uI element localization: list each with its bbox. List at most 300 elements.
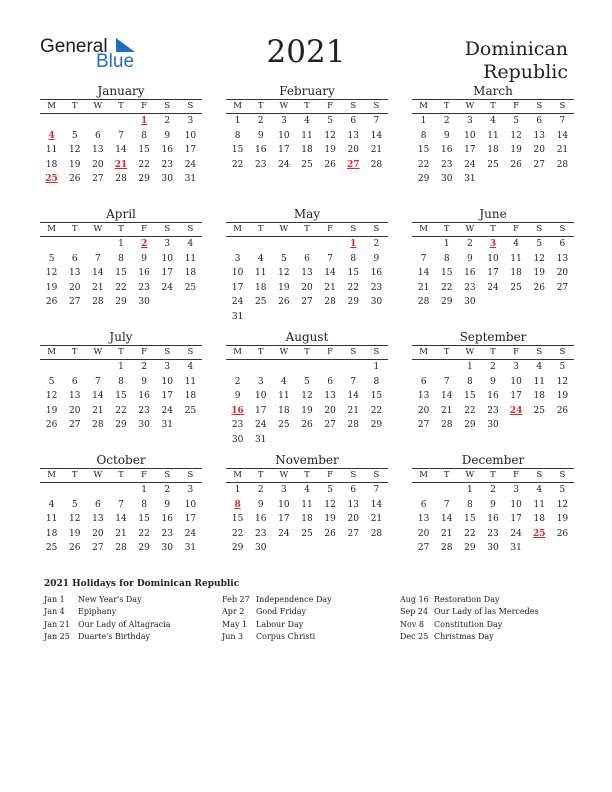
holiday-date: Jan 1 bbox=[44, 595, 65, 604]
day-cell: 12 bbox=[556, 499, 569, 510]
month-august bbox=[226, 330, 388, 448]
day-cell: 9 bbox=[141, 253, 147, 264]
day-cell: 14 bbox=[417, 268, 430, 279]
day-cell: 12 bbox=[301, 391, 313, 402]
day-cell: 31 bbox=[161, 420, 173, 431]
day-cell: 11 bbox=[533, 499, 545, 510]
day-cell: 3 bbox=[513, 362, 519, 372]
day-cell: 22 bbox=[115, 282, 127, 293]
day-cell: 14 bbox=[370, 130, 383, 141]
day-cell: 23 bbox=[487, 405, 499, 416]
day-cell: 5 bbox=[536, 239, 543, 249]
weekday-label: W bbox=[279, 224, 289, 234]
holiday-day-cell bbox=[505, 404, 528, 419]
day-grid bbox=[40, 483, 202, 556]
day-grid bbox=[412, 114, 574, 187]
weekday-header bbox=[226, 222, 388, 237]
holiday-name: Restoration Day bbox=[434, 595, 500, 604]
day-cell: 6 bbox=[71, 376, 78, 387]
holiday-date: Jan 4 bbox=[44, 607, 65, 617]
day-cell: 24 bbox=[184, 159, 197, 170]
day-cell: 31 bbox=[231, 311, 244, 322]
weekday-label: S bbox=[187, 470, 194, 480]
day-cell: 22 bbox=[440, 282, 453, 293]
day-cell: 15 bbox=[464, 391, 476, 402]
day-cell: 8 bbox=[420, 130, 427, 141]
day-cell: 8 bbox=[118, 253, 124, 264]
weekday-label: F bbox=[327, 101, 334, 111]
day-cell: 20 bbox=[68, 405, 81, 416]
day-cell: 25 bbox=[184, 282, 197, 293]
day-cell: 29 bbox=[231, 543, 244, 554]
weekday-label: S bbox=[559, 470, 566, 480]
day-cell: 27 bbox=[556, 282, 569, 293]
day-cell: 26 bbox=[68, 174, 81, 185]
day-cell: 1 bbox=[118, 239, 124, 249]
day-cell: 15 bbox=[347, 268, 359, 279]
weekday-label: W bbox=[465, 470, 475, 480]
day-cell: 23 bbox=[161, 528, 173, 539]
day-cell: 13 bbox=[417, 514, 430, 525]
day-cell: 7 bbox=[350, 376, 357, 387]
day-cell: 4 bbox=[513, 239, 519, 249]
weekday-label: T bbox=[443, 101, 450, 111]
weekday-label: S bbox=[559, 347, 566, 357]
holiday-column bbox=[44, 594, 171, 643]
day-cell: 18 bbox=[487, 145, 499, 156]
weekday-label: T bbox=[490, 224, 496, 234]
day-cell: 4 bbox=[48, 499, 55, 510]
holiday-item bbox=[222, 619, 332, 631]
month-name: November bbox=[275, 453, 339, 467]
weekday-header bbox=[40, 345, 202, 360]
day-cell: 21 bbox=[440, 405, 453, 416]
day-cell: 26 bbox=[556, 528, 569, 539]
day-cell: 19 bbox=[278, 282, 290, 293]
day-cell: 10 bbox=[510, 499, 522, 510]
holiday-day-cell bbox=[226, 404, 249, 419]
holiday-date: Dec 25 bbox=[400, 631, 429, 641]
day-cell: 5 bbox=[280, 253, 287, 264]
day-cell: 1 bbox=[234, 485, 241, 495]
holiday-date: Nov 8 bbox=[400, 619, 424, 629]
day-cell: 25 bbox=[254, 297, 267, 308]
day-cell: 14 bbox=[115, 145, 127, 156]
holiday-item bbox=[44, 631, 171, 643]
day-cell: 15 bbox=[464, 514, 476, 525]
weekday-label: F bbox=[513, 224, 520, 234]
holiday-day-cell bbox=[109, 158, 132, 173]
day-cell: 3 bbox=[164, 362, 171, 372]
day-cell: 9 bbox=[490, 499, 496, 510]
day-cell: 30 bbox=[487, 543, 499, 554]
day-cell: 1 bbox=[234, 116, 241, 126]
day-cell: 4 bbox=[536, 485, 543, 495]
day-cell: 24 bbox=[510, 528, 522, 539]
weekday-label: F bbox=[141, 347, 148, 357]
holiday-name: Labour Day bbox=[256, 619, 304, 629]
holiday-item bbox=[44, 594, 171, 606]
day-cell: 14 bbox=[370, 499, 383, 510]
day-cell: 21 bbox=[92, 282, 104, 293]
day-cell: 31 bbox=[254, 434, 267, 445]
day-cell: 4 bbox=[187, 239, 194, 249]
day-cell: 28 bbox=[440, 420, 453, 431]
day-cell: 26 bbox=[510, 159, 522, 170]
day-cell: 24 bbox=[161, 405, 173, 416]
day-cell: 28 bbox=[556, 159, 569, 170]
day-cell: 13 bbox=[68, 391, 81, 402]
day-cell: 14 bbox=[440, 391, 453, 402]
day-cell: 20 bbox=[324, 405, 336, 416]
day-cell: 2 bbox=[443, 116, 450, 126]
holiday-name: New Year's Day bbox=[78, 595, 142, 604]
day-cell: 18 bbox=[301, 514, 313, 525]
month-name: January bbox=[97, 84, 145, 98]
day-cell: 25 bbox=[487, 159, 499, 170]
weekday-header bbox=[412, 345, 574, 360]
weekday-label: M bbox=[47, 101, 56, 111]
weekday-label: M bbox=[419, 470, 428, 480]
year-title: 2021 bbox=[266, 34, 346, 70]
day-cell: 7 bbox=[118, 499, 124, 510]
day-cell: 18 bbox=[533, 391, 545, 402]
day-cell: 14 bbox=[92, 391, 104, 402]
weekday-label: T bbox=[443, 347, 450, 357]
weekday-label: S bbox=[350, 224, 357, 234]
day-cell: 22 bbox=[370, 405, 383, 416]
holiday-column bbox=[400, 594, 539, 643]
holiday-day-cell bbox=[342, 158, 365, 173]
empty-cell bbox=[40, 114, 63, 129]
logo bbox=[40, 36, 150, 72]
weekday-label: S bbox=[536, 101, 543, 111]
empty-cell bbox=[272, 360, 295, 375]
day-cell: 22 bbox=[231, 528, 244, 539]
day-cell: 16 bbox=[161, 145, 173, 156]
day-cell: 29 bbox=[417, 174, 430, 185]
day-cell: 10 bbox=[487, 253, 499, 264]
day-cell: 4 bbox=[280, 376, 287, 387]
month-name: May bbox=[293, 207, 321, 221]
day-cell: 10 bbox=[278, 499, 290, 510]
day-cell: 22 bbox=[231, 159, 244, 170]
day-cell: 18 bbox=[301, 145, 313, 156]
day-cell: 9 bbox=[234, 391, 241, 402]
weekday-label: T bbox=[71, 347, 78, 357]
empty-cell bbox=[435, 483, 458, 498]
month-name: July bbox=[109, 330, 133, 344]
weekday-label: T bbox=[304, 347, 310, 357]
day-cell: 3 bbox=[164, 239, 171, 249]
day-cell: 8 bbox=[466, 499, 473, 510]
weekday-label: S bbox=[350, 101, 357, 111]
holiday-marker: 4 bbox=[48, 130, 55, 141]
day-cell: 20 bbox=[92, 528, 104, 539]
day-cell: 9 bbox=[443, 130, 450, 141]
empty-cell bbox=[319, 237, 342, 252]
empty-cell bbox=[63, 237, 86, 252]
holiday-marker: 1 bbox=[350, 239, 357, 249]
day-cell: 23 bbox=[138, 282, 150, 293]
holiday-day-cell bbox=[226, 498, 249, 513]
day-cell: 16 bbox=[254, 145, 267, 156]
day-cell: 14 bbox=[347, 391, 359, 402]
empty-cell bbox=[63, 114, 86, 129]
month-may bbox=[226, 207, 388, 325]
empty-cell bbox=[86, 483, 109, 498]
day-cell: 12 bbox=[68, 145, 81, 156]
day-cell: 22 bbox=[464, 528, 476, 539]
month-name: March bbox=[473, 84, 513, 98]
day-cell: 8 bbox=[350, 253, 357, 264]
weekday-label: M bbox=[233, 224, 242, 234]
day-cell: 17 bbox=[161, 268, 173, 279]
day-cell: 17 bbox=[231, 282, 244, 293]
day-cell: 20 bbox=[301, 282, 313, 293]
day-cell: 17 bbox=[278, 514, 290, 525]
day-cell: 20 bbox=[347, 145, 359, 156]
weekday-label: T bbox=[257, 101, 264, 111]
day-cell: 5 bbox=[559, 485, 566, 495]
day-cell: 16 bbox=[254, 514, 267, 525]
day-cell: 9 bbox=[164, 130, 171, 141]
day-cell: 1 bbox=[443, 239, 450, 249]
day-cell: 26 bbox=[556, 405, 569, 416]
day-cell: 9 bbox=[164, 499, 171, 510]
day-cell: 15 bbox=[231, 514, 244, 525]
weekday-label: T bbox=[490, 101, 496, 111]
empty-cell bbox=[412, 483, 435, 498]
day-cell: 19 bbox=[324, 514, 336, 525]
day-cell: 19 bbox=[301, 405, 313, 416]
weekday-label: F bbox=[141, 101, 148, 111]
weekday-label: T bbox=[490, 347, 496, 357]
month-march bbox=[412, 84, 574, 187]
day-cell: 3 bbox=[187, 485, 194, 495]
day-cell: 3 bbox=[466, 116, 473, 126]
weekday-label: W bbox=[279, 347, 289, 357]
day-cell: 27 bbox=[347, 528, 359, 539]
holiday-date: Sep 24 bbox=[400, 607, 429, 617]
month-name: December bbox=[461, 453, 525, 467]
day-cell: 17 bbox=[464, 145, 476, 156]
day-cell: 16 bbox=[487, 514, 499, 525]
weekday-label: T bbox=[257, 224, 264, 234]
day-cell: 12 bbox=[533, 253, 545, 264]
day-cell: 29 bbox=[370, 420, 383, 431]
day-cell: 28 bbox=[440, 543, 453, 554]
day-cell: 16 bbox=[440, 145, 453, 156]
empty-cell bbox=[40, 360, 63, 375]
day-cell: 19 bbox=[556, 391, 569, 402]
day-cell: 29 bbox=[115, 297, 127, 308]
holiday-name: Christmas Day bbox=[434, 631, 494, 641]
weekday-header bbox=[40, 222, 202, 237]
day-cell: 25 bbox=[45, 543, 58, 554]
weekday-label: T bbox=[304, 224, 310, 234]
day-cell: 7 bbox=[373, 485, 380, 495]
day-cell: 8 bbox=[234, 130, 241, 141]
day-cell: 15 bbox=[417, 145, 430, 156]
weekday-label: T bbox=[118, 224, 124, 234]
day-cell: 22 bbox=[464, 405, 476, 416]
holiday-item bbox=[400, 594, 539, 606]
day-cell: 29 bbox=[138, 174, 150, 185]
day-cell: 14 bbox=[92, 268, 104, 279]
weekday-label: T bbox=[257, 470, 264, 480]
holiday-day-cell bbox=[40, 172, 63, 187]
day-cell: 26 bbox=[45, 297, 58, 308]
holiday-item bbox=[222, 606, 332, 618]
holiday-day-cell bbox=[528, 527, 551, 542]
day-cell: 15 bbox=[115, 268, 127, 279]
day-cell: 13 bbox=[92, 514, 104, 525]
day-cell: 27 bbox=[92, 174, 104, 185]
day-cell: 16 bbox=[487, 391, 499, 402]
day-cell: 13 bbox=[533, 130, 545, 141]
day-cell: 4 bbox=[187, 362, 194, 372]
weekday-label: F bbox=[513, 101, 520, 111]
empty-cell bbox=[86, 114, 109, 129]
weekday-label: W bbox=[93, 224, 103, 234]
empty-cell bbox=[109, 483, 132, 498]
day-cell: 28 bbox=[370, 159, 383, 170]
day-cell: 15 bbox=[138, 514, 150, 525]
empty-cell bbox=[63, 483, 86, 498]
day-cell: 30 bbox=[370, 297, 383, 308]
day-cell: 6 bbox=[350, 116, 357, 126]
holiday-item bbox=[44, 606, 171, 618]
weekday-label: S bbox=[373, 470, 380, 480]
day-cell: 11 bbox=[301, 130, 313, 141]
empty-cell bbox=[226, 237, 249, 252]
weekday-label: S bbox=[373, 347, 380, 357]
day-cell: 12 bbox=[510, 130, 522, 141]
day-cell: 9 bbox=[257, 499, 264, 510]
day-grid bbox=[226, 237, 388, 325]
day-cell: 28 bbox=[115, 174, 127, 185]
holiday-marker: 27 bbox=[347, 159, 360, 170]
day-cell: 26 bbox=[301, 420, 313, 431]
day-cell: 16 bbox=[138, 268, 150, 279]
holiday-marker: 3 bbox=[489, 239, 497, 249]
weekday-label: S bbox=[187, 101, 194, 111]
holiday-marker: 1 bbox=[141, 116, 148, 126]
day-cell: 11 bbox=[254, 268, 267, 279]
holiday-name: Epiphany bbox=[78, 607, 117, 617]
day-cell: 18 bbox=[45, 528, 58, 539]
day-cell: 7 bbox=[420, 253, 427, 264]
day-cell: 21 bbox=[115, 528, 127, 539]
holiday-item bbox=[400, 631, 539, 643]
day-cell: 28 bbox=[92, 297, 104, 308]
day-cell: 14 bbox=[440, 514, 453, 525]
day-cell: 3 bbox=[257, 376, 264, 387]
weekday-label: F bbox=[141, 224, 148, 234]
empty-cell bbox=[109, 114, 132, 129]
day-cell: 29 bbox=[464, 420, 476, 431]
empty-cell bbox=[412, 360, 435, 375]
day-cell: 17 bbox=[510, 514, 522, 525]
holiday-marker: 8 bbox=[234, 499, 241, 510]
day-cell: 11 bbox=[184, 376, 197, 387]
day-cell: 12 bbox=[68, 514, 81, 525]
day-cell: 21 bbox=[417, 282, 430, 293]
day-cell: 5 bbox=[559, 362, 566, 372]
day-cell: 15 bbox=[138, 145, 150, 156]
day-cell: 23 bbox=[138, 405, 150, 416]
day-cell: 30 bbox=[487, 420, 499, 431]
weekday-label: S bbox=[350, 470, 357, 480]
month-november bbox=[226, 453, 388, 556]
weekday-label: S bbox=[559, 224, 566, 234]
day-cell: 3 bbox=[280, 485, 287, 495]
holidays-title: 2021 Holidays for Dominican Republic bbox=[44, 579, 240, 589]
holiday-date: Aug 16 bbox=[400, 595, 429, 604]
holiday-marker: 25 bbox=[533, 528, 546, 539]
weekday-label: T bbox=[443, 224, 450, 234]
day-cell: 30 bbox=[138, 297, 150, 308]
day-cell: 26 bbox=[68, 543, 81, 554]
day-cell: 6 bbox=[94, 499, 101, 510]
day-cell: 6 bbox=[420, 376, 427, 387]
month-july bbox=[40, 330, 202, 433]
day-cell: 5 bbox=[71, 499, 78, 510]
weekday-label: T bbox=[118, 101, 124, 111]
day-cell: 11 bbox=[510, 253, 522, 264]
day-grid bbox=[40, 360, 202, 433]
day-cell: 20 bbox=[92, 159, 104, 170]
day-cell: 1 bbox=[118, 362, 124, 372]
day-cell: 24 bbox=[487, 282, 499, 293]
day-cell: 21 bbox=[324, 282, 336, 293]
holiday-marker: 2 bbox=[141, 239, 148, 249]
day-cell: 24 bbox=[278, 159, 290, 170]
holiday-name: Good Friday bbox=[256, 607, 307, 617]
day-cell: 27 bbox=[533, 159, 545, 170]
weekday-label: S bbox=[164, 470, 171, 480]
day-cell: 22 bbox=[115, 405, 127, 416]
day-cell: 5 bbox=[48, 253, 55, 264]
holiday-item bbox=[400, 606, 539, 618]
day-cell: 7 bbox=[373, 116, 380, 126]
holiday-marker: 16 bbox=[231, 405, 244, 416]
day-cell: 13 bbox=[347, 499, 359, 510]
month-name: August bbox=[285, 330, 329, 344]
day-cell: 18 bbox=[533, 514, 545, 525]
weekday-label: W bbox=[279, 101, 289, 111]
day-cell: 2 bbox=[164, 485, 171, 495]
weekday-label: S bbox=[350, 347, 357, 357]
weekday-label: M bbox=[47, 347, 56, 357]
day-cell: 10 bbox=[184, 499, 197, 510]
day-cell: 19 bbox=[68, 159, 81, 170]
day-grid bbox=[40, 237, 202, 310]
empty-cell bbox=[86, 360, 109, 375]
day-grid bbox=[412, 483, 574, 556]
day-cell: 11 bbox=[278, 391, 290, 402]
weekday-label: S bbox=[536, 347, 543, 357]
day-grid bbox=[40, 114, 202, 187]
day-cell: 13 bbox=[68, 268, 81, 279]
day-cell: 15 bbox=[115, 391, 127, 402]
weekday-label: F bbox=[513, 470, 520, 480]
day-cell: 29 bbox=[347, 297, 359, 308]
day-cell: 2 bbox=[164, 116, 171, 126]
day-cell: 4 bbox=[536, 362, 543, 372]
day-grid bbox=[412, 237, 574, 310]
